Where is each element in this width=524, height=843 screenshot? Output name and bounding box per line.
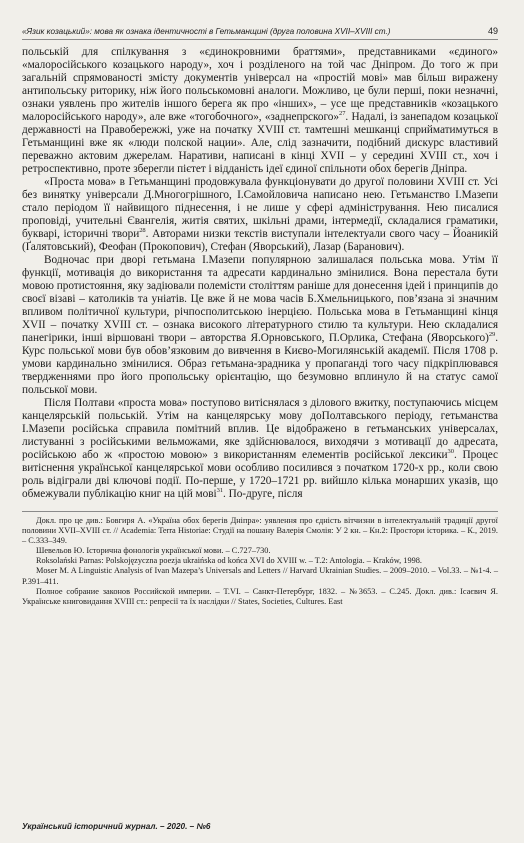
footnote-30: Moser M. A Linguistic Analysis of Ivan Mazepa’s Universals and Letters // Harvard Ukrainian Studies. – 2009–2010. – Vol.33. – №1-4. – P.391–411. [22,566,498,586]
footnote-ref-31[interactable]: 31 [216,487,224,495]
footnote-28: Шевельов Ю. Історична фонологія української мови. – С.727–730. [36,546,271,556]
footnote-ref-29[interactable]: 29 [488,331,496,339]
running-title: «Язик козацький»: мова як ознака ідентичності в Гетьманщині (друга половина XVII–XVIII ст.) [22,27,391,36]
footnote-31: Полное собрание законов Российской империи. – T.VI. – Санкт-Петербург, 1832. – №3653. – С.245. Докл. див.: Ісаєвич Я. Українське книговидання XVIII ст.: репресії та їх наслідки // States, Societies, Cultures. East [22,586,498,606]
journal-footer: Український історичний журнал. – 2020. – №6 [22,822,211,831]
paragraph-1: польській для спілкування з «єдинокровними браттями», представниками «єдиного» «малоросійського козацького народу», хоч і розділеного на той час Дніпром. До того ж при загальній спрямованості змісту документів універсал на «простій мові» мав більш виражену антипольську риторику, ніж його польськомовні аналоги. Можливо, це були перші, поки незначні, ознаки уявлень про жителів іншого берега як про «інших», – усе ще представників «козацького малоросійського народу», але вже «тогобочного», «заднепрского»$^{27}$. Надалі, із занепадом козацької державності на Правобережжі, уже на початку XVIII ст. тамтешні мешканці сприйматимуться в Гетьманщині вже як «люди полской нации». Але, слід зазначити, подібний дискурс властивий переважно актовим джерелам. Наративи, написані в кінці XVII – у середині XVIII ст., хоч і ретроспективно, проте зберегли пієтет і відданість ідеї єдиної спільноти обох берегів Дніпра. [22,46,499,175]
running-head [22,26,498,40]
footnote-29: Roksolański Parnas: Polskojęzyczna poezja ukraińska od końca XVI do XVIII w. – T.2: Antologia. – Kraków, 1998. [36,556,422,566]
paragraph-2: «Проста мова» в Гетьманщині продовжувала функціонувати до другої половини XVIII ст. Усі без винятку універсали Д.Многогрішного, І.Самойловича написано нею. Гетьманство І.Мазепи стало періодом її найвищого піднесення, і не лише у сфері адміністрування. Нею писалися проповіді, учительні Євангелія, житія святих, шкільні драми, інтермедії, складалися граматики, букварі, історичні твори$^{28}$. Авторами низки текстів виступали інтелектуали свого часу – Йоаникій (Ґалятовський), Феофан (Прокопович), Стефан (Яворський), Лазар (Баранович). [22,176,498,253]
footnotes [22,511,498,607]
paragraph-3: Водночас при дворі гетьмана І.Мазепи популярною залишалася польська мова. Утім її функції, мотивація до використання та адресати кардинально змінилися. Вона перестала бути мовою протистояння, яку задіювали полемісти століттям раніше для донесення ідей і принципів до своєї візаві – католиків та уніатів. Це вже й не мова часів Б.Хмельницького, пов’язана зі значним впливом політичної культури, річпосполитською інерцією. Польська мова в Гетьманщині кінця XVII – початку XVIII ст. – ознака високого літературного стилю та культури. Нею складалися панегірики, інші віршовані твори – авторства Я.Орновського, П.Орлика, Стефана (Яворського)$^{29}$. Курс польської мови був обов’язковим до вивчення в Києво-Могилянській академії. Після 1708 р. умови кардинально змінилися. Образ гетьмана-зрадника у пропаганді того часу підкріплювався твердженнями про його пропольську орієнтацію, що безумовно вплинуло й на статус самої польської мови. [22,254,498,396]
page-number: 49 [487,26,498,36]
footnote-ref-30[interactable]: 30 [447,448,454,456]
footnote-ref-28[interactable]: 28 [139,227,146,235]
paragraph-4: Після Полтави «проста мова» поступово витіснялася з ділового вжитку, поступаючись місцем канцелярській польській. Утім на канцелярську мову доПолтавського періоду, гетьманства І.Мазепи російська справила помітний вплив. Це відображено в гетьманських універсалах, листуванні з російськими вельможами, яке здійснювалося, виходячи з мотивації до адресата, російською або ж «простою мовою» з використанням елементів російської лексики$^{30}$. Процес витіснення української канцелярської мови особливо посилився з початком 1720-х рр., коли свою роль відіграли дві ключові події. По-перше, у 1720–1721 рр. вийшло кілька монарших указів, що обмежували публікацію книг на цій мові$^{31}$. По-друге, після [22,397,498,500]
article-body [22,46,498,501]
footnote-27: Докл. про це див.: Бовгиря А. «Україна обох берегів Дніпра»: уявлення про єдність вітчизни в інтелектуальній традиції другої половини XVII–XVIII ст. // Academia: Terra Historiae: Студії на пошану Валерія Смолія: У 2 кн. – Кн.2: Простори історика. – К., 2019. – С.333–349. [22,516,498,546]
footnote-ref-27[interactable]: 27 [339,110,346,118]
